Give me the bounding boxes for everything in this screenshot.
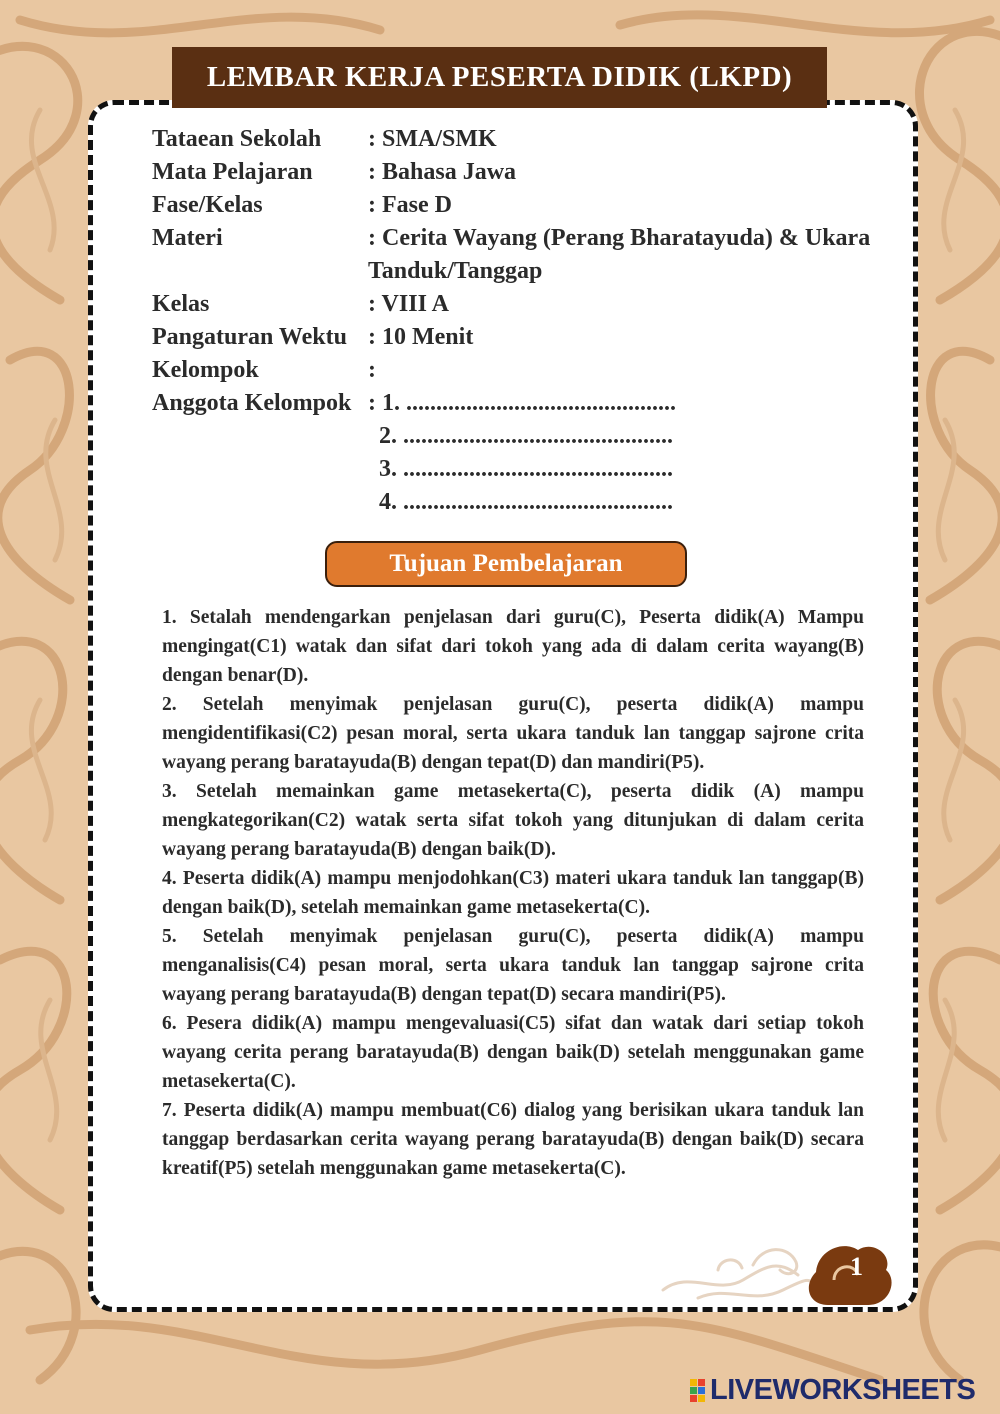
worksheet-title-banner: LEMBAR KERJA PESERTA DIDIK (LKPD) bbox=[172, 47, 827, 108]
info-row-school bbox=[152, 123, 892, 156]
info-row-members bbox=[152, 387, 892, 420]
material-value-continued: Tanduk/Tanggap bbox=[368, 258, 543, 284]
material-value: : Cerita Wayang (Perang Bharatayuda) & Ukara bbox=[368, 225, 871, 251]
learning-objectives-heading: Tujuan Pembelajaran bbox=[325, 541, 687, 587]
group-value[interactable]: : bbox=[368, 357, 376, 383]
members-separator: : bbox=[368, 390, 376, 416]
info-row-material bbox=[152, 222, 892, 255]
member-row bbox=[152, 486, 892, 519]
phase-label: Fase/Kelas bbox=[152, 192, 263, 218]
member-row bbox=[152, 453, 892, 486]
member-line[interactable]: 1. ............................................. bbox=[382, 390, 676, 416]
members-label: Anggota Kelompok bbox=[152, 390, 352, 416]
school-label: Tataean Sekolah bbox=[152, 126, 322, 152]
objective-item: 2. Setelah menyimak penjelasan guru(C), peserta didik(A) mampu mengidentifikasi(C2) pesan moral, serta ukara tanduk lan tanggap sajrone crita wayang perang baratayuda(B) dengan tepat(D) dan mandiri(P5). bbox=[162, 694, 864, 773]
liveworksheets-logo bbox=[690, 1374, 975, 1407]
liveworksheets-brand: LIVEWORKSHEETS bbox=[710, 1374, 976, 1406]
time-label: Pangaturan Wektu bbox=[152, 324, 347, 350]
worksheet-card bbox=[88, 100, 918, 1312]
info-row-group bbox=[152, 354, 892, 387]
members-list bbox=[368, 387, 892, 420]
time-value: : 10 Menit bbox=[368, 324, 474, 350]
info-row-material-cont bbox=[152, 255, 892, 288]
material-label: Materi bbox=[152, 225, 223, 251]
objective-item: 7. Peserta didik(A) mampu membuat(C6) dialog yang berisikan ukara tanduk lan tanggap berdasarkan cerita wayang perang baratayuda(B) dengan baik(D) secara kreatif(P5) setelah menggunakan game metasekerta(C). bbox=[162, 1100, 864, 1179]
learning-objectives-list bbox=[162, 603, 864, 1183]
identity-section bbox=[152, 123, 892, 519]
liveworksheets-icon bbox=[690, 1379, 705, 1402]
member-line[interactable]: 4. ............................................. bbox=[379, 489, 673, 515]
info-row-class bbox=[152, 288, 892, 321]
info-row-phase bbox=[152, 189, 892, 222]
phase-value: : Fase D bbox=[368, 192, 452, 218]
objective-item: 1. Setalah mendengarkan penjelasan dari guru(C), Peserta didik(A) Mampu mengingat(C1) watak dan sifat dari tokoh yang ada di dalam cerita wayang(B) dengan benar(D). bbox=[162, 607, 864, 686]
info-row-subject bbox=[152, 156, 892, 189]
subject-value: : Bahasa Jawa bbox=[368, 159, 517, 185]
class-label: Kelas bbox=[152, 291, 210, 317]
objective-item: 6. Pesera didik(A) mampu mengevaluasi(C5) sifat dan watak dari setiap tokoh wayang cerita perang baratayuda(B) dengan baik(D) setelah menggunakan game metasekerta(C). bbox=[162, 1013, 864, 1092]
member-line[interactable]: 3. ............................................. bbox=[379, 456, 673, 482]
group-label: Kelompok bbox=[152, 357, 259, 383]
class-value: : VIII A bbox=[368, 291, 449, 317]
school-value: : SMA/SMK bbox=[368, 126, 497, 152]
page-number: 1 bbox=[850, 1252, 863, 1281]
member-line[interactable]: 2. ............................................. bbox=[379, 423, 673, 449]
objective-item: 4. Peserta didik(A) mampu menjodohkan(C3) materi ukara tanduk lan tanggap(B) dengan baik(D), setelah memainkan game metasekerta(C). bbox=[162, 868, 864, 918]
member-row bbox=[152, 420, 892, 453]
subject-label: Mata Pelajaran bbox=[152, 159, 313, 185]
objective-item: 3. Setelah memainkan game metasekerta(C), peserta didik (A) mampu mengkategorikan(C2) watak serta sifat tokoh yang ditunjukan di dalam cerita wayang perang baratayuda(B) dengan baik(D). bbox=[162, 781, 864, 860]
objective-item: 5. Setelah menyimak penjelasan guru(C), peserta didik(A) mampu menganalisis(C4) pesan moral, serta ukara tanduk lan tanggap sajrone crita wayang perang baratayuda(B) dengan tepat(D) secara mandiri(P5). bbox=[162, 926, 864, 1005]
info-row-time bbox=[152, 321, 892, 354]
